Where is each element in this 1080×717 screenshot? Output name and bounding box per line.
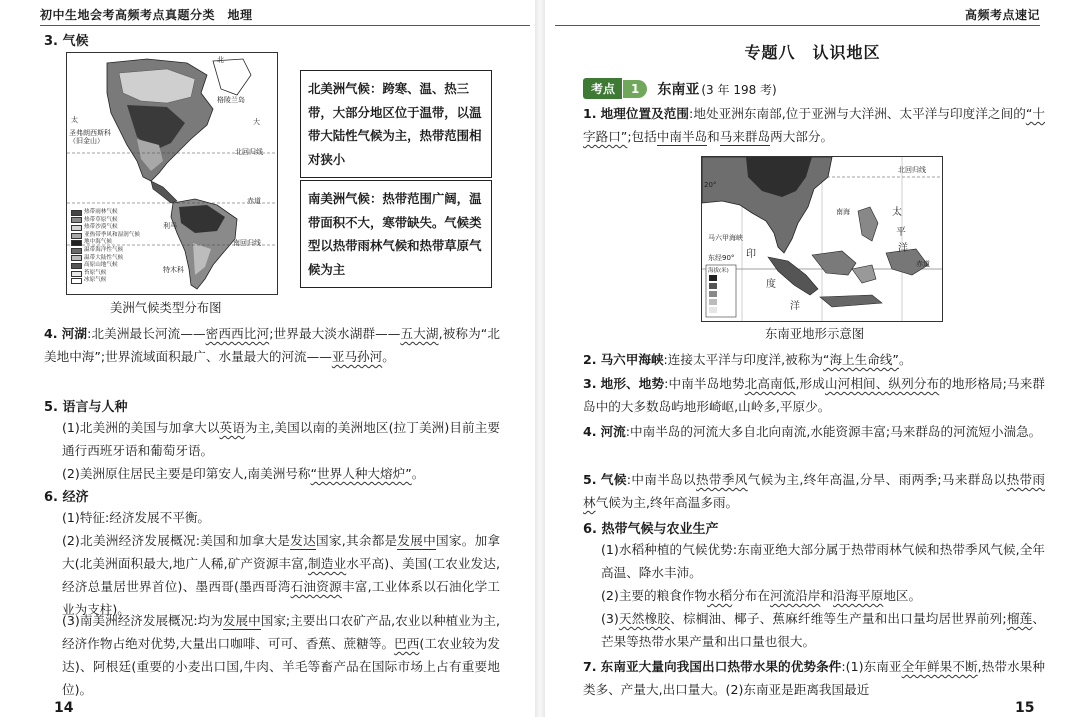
map-label-equator: 赤道 [247,197,261,205]
legend-swatch [71,278,82,284]
section-6-title: 6. 经济 [44,490,89,505]
sea-label-lat20: 20° [704,181,717,189]
map-label-tropic-capricorn: 南回归线 [233,239,261,247]
left-page-number: 14 [54,700,74,716]
climate-legend [71,209,157,285]
sea-map-caption: 东南亚地形示意图 [765,326,865,341]
kd-number: 1 [623,80,647,98]
callout-north-america: 北美洲气候：跨寒、温、热三带，大部分地区位于温带，以温带大陆性气候为主，热带范围相对狭小 [300,70,492,178]
paragraph-6-3: (3)南美洲经济发展概况:均为发展中国家;主要出口农矿产品,农业以种植业为主,经济作物占绝对优势,大量出口咖啡、可可、香蕉、蔗糖等。巴西(工农业较为发达)、阿根廷(重要的小麦出口国,牛肉、羊毛等畜产品在国际市场上占有重要地位)。 [62,613,501,697]
legend-item [71,209,157,217]
legend-label: 热带雨林气候 [84,209,118,215]
sea-label-malacca: 马六甲海峡 [708,234,743,242]
knowledge-point-heading [583,78,777,99]
legend-label: 苔原气候 [84,269,107,276]
americas-climate-map [66,52,278,295]
r-paragraph-6-1: (1)水稻种植的气候优势:东南亚绝大部分属于热带雨林气候和热带季风气候,全年高温、降水丰沛。 [601,542,1045,580]
paragraph-6-2: (2)北美洲经济发展概况:美国和加拿大是发达国家,其余都是发展中国家。加拿大(北美洲面积最大,地广人稀,矿产资源丰富,制造业水平高)、美国(工农业发达,经济总量居世界首位)、墨西哥(墨西哥湾石油资源丰富,工业体系以石油化学工业为支柱)。 [62,533,501,617]
legend-swatch [71,210,82,216]
legend-swatch [71,225,82,231]
section-5-title: 5. 语言与人种 [44,400,128,415]
callout-south-america: 南美洲气候：热带范围广阔，温带面积不大，寒带缺失。气候类型以热带雨林气候和热带草原气候为主 [300,180,492,288]
r-paragraph-2: 2. 马六甲海峡:连接太平洋与印度洋,被称为“海上生命线”。 [583,352,912,367]
paragraph-4-rivers: 4. 河湖:北美洲最长河流——密西西比河;世界最大淡水湖群——五大湖,被称为“北美地中海”;世界流域面积最广、水量最大的河流——亚马孙河。 [44,326,501,364]
left-header-rule [40,25,530,26]
legend-label: 高原山地气候 [84,262,118,269]
paragraph-5-1: (1)北美洲的美国与加拿大以英语为主,美国以南的美洲地区(拉丁美洲)目前主要通行西班牙语和葡萄牙语。 [62,420,501,458]
legend-swatch [71,263,82,269]
section-3-title: 3. 气候 [44,34,89,49]
sea-label-pacific-c: 洋 [898,243,908,254]
legend-item [71,262,157,270]
r-paragraph-1: 1. 地理位置及范围:地处亚洲东南部,位于亚洲与大洋洲、太平洋与印度洋之间的“十字路口”;包括中南半岛和马来群岛两大部分。 [583,106,1046,144]
map-label-north: 北 [217,56,224,64]
r-paragraph-6-2: (2)主要的粮食作物水稻分布在河流沿岸和沿海平原地区。 [601,588,922,603]
legend-label: 亚热带季风和湿润气候 [84,231,140,238]
legend-label: 温带海洋性气候 [84,246,124,253]
legend-label: 热带草原气候 [84,216,118,223]
legend-swatch [71,248,82,254]
kd-badge: 考点 [583,78,622,99]
legend-swatch [71,233,82,239]
left-running-header: 初中生地会考高频考点真题分类 地理 [40,8,253,22]
sea-label-pacific-a: 太 [892,207,902,218]
legend-label: 温带大陆性气候 [84,254,124,261]
r-section-6-title: 6. 热带气候与农业生产 [583,522,719,537]
paragraph-5-2: (2)美洲原住居民主要是印第安人,南美洲号称“世界人种大熔炉”。 [62,466,425,481]
topic-title: 专题八 认识地区 [744,43,881,62]
legend-swatch [71,240,82,246]
southeast-asia-map [701,156,943,322]
r-paragraph-6-3: (3)天然橡胶、棕榈油、椰子、蕉麻纤维等生产量和出口量均居世界前列;榴莲、芒果等热带水果产量和出口量也很大。 [601,611,1046,649]
sea-label-south-china: 南海 [836,208,850,216]
sea-label-indian-b: 度 [766,279,776,290]
sea-label-legend-title: 海拔(米) [708,268,729,274]
legend-label: 冰原气候 [84,277,107,284]
legend-item [71,224,157,232]
map-label-temuco: 特木科 [163,266,184,274]
sea-label-equator: 赤道 [916,260,930,268]
legend-swatch [71,217,82,223]
legend-label: 地中海气候 [84,239,112,246]
r-paragraph-7: 7. 东南亚大量向我国出口热带水果的优势条件:(1)东南亚全年鲜果不断,热带水果种类多、产量大,出口量大。(2)东南亚是距离我国最近 [583,659,1046,697]
sea-label-indian-a: 印 [746,249,756,260]
map-label-tropic-cancer: 北回归线 [235,148,263,156]
legend-swatch [71,255,82,261]
legend-item [71,277,157,285]
sea-label-lon90: 东经90° [708,254,735,262]
right-page-number: 15 [1015,700,1035,716]
map-label-greenland: 格陵兰岛 [217,96,245,104]
r-paragraph-3: 3. 地形、地势:中南半岛地势北高南低,形成山河相间、纵列分布的地形格局;马来群岛中的大多数岛屿地形崎岖,山岭多,平原少。 [583,376,1046,414]
legend-label: 热带沙漠气候 [84,224,118,231]
book-gutter [535,0,545,717]
sea-label-tropic: 北回归线 [898,166,926,174]
legend-item [71,239,157,247]
map-label-ocean-a: 太 [71,116,78,124]
r-paragraph-5: 5. 气候:中南半岛以热带季风气候为主,终年高温,分旱、雨两季;马来群岛以热带雨林气候为主,终年高温多雨。 [583,472,1046,510]
kd-title: 东南亚 (3 年 198 考) [657,81,777,98]
right-header-rule [555,25,1040,26]
right-page [545,0,1080,717]
sea-label-indian-c: 洋 [790,301,800,312]
sea-label-pacific-b: 平 [896,227,906,238]
map-label-san-francisco: 圣弗朗西斯科（旧金山） [69,129,111,145]
paragraph-6-1: (1)特征:经济发展不平衡。 [62,510,211,525]
left-page [0,0,535,717]
r-paragraph-4: 4. 河流:中南半岛的河流大多自北向南流,水能资源丰富;马来群岛的河流短小湍急。 [583,424,1042,439]
americas-map-caption: 美洲气候类型分布图 [110,300,222,315]
map-label-ocean-b: 大 [253,118,260,126]
right-running-header: 高频考点速记 [964,8,1040,22]
legend-item [71,247,157,255]
legend-swatch [71,271,82,277]
map-label-lima: 利马 [163,222,177,230]
